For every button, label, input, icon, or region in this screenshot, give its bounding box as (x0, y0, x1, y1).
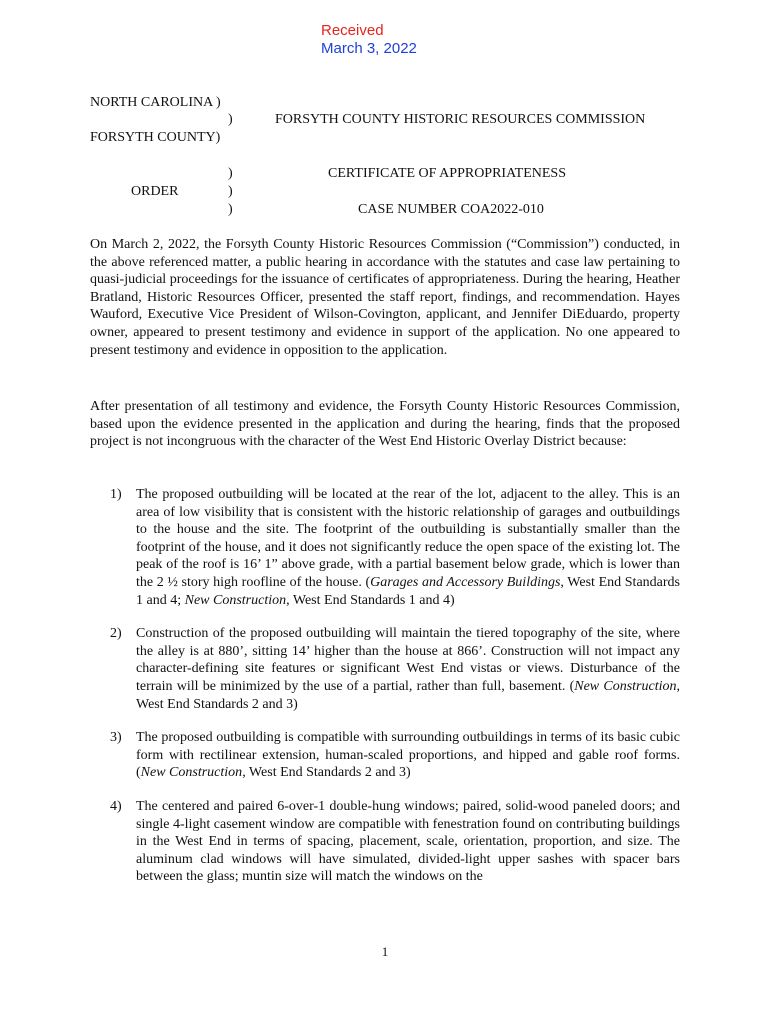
finding-number: 2) (110, 626, 122, 642)
received-date: March 3, 2022 (321, 40, 417, 57)
case-caption (90, 94, 690, 224)
findings-intro-paragraph: After presentation of all testimony and evidence, the Forsyth County Historic Resources Commission, based upon the evidence presented in the application and during the hearing, finds that the proposed project is not incongruous with the character of the West End Historic Overlay District because: (90, 399, 680, 450)
caption-order: ORDER (131, 184, 179, 199)
finding-number: 3) (110, 730, 122, 746)
caption-paren: ) (228, 112, 233, 127)
finding-text: The centered and paired 6-over-1 double-hung windows; paired, solid-wood paneled doors; and single 4-light casement window are compatible with fenestration found on contributing buildings in the West End in terms of spacing, placement, scale, orientation, proportion, and size. The aluminum clad windows will have simulated, divided-light upper sashes with spacer bars between the glass; muntin size will match the windows on the (136, 798, 680, 885)
finding-item (110, 729, 680, 782)
finding-item (110, 486, 680, 609)
caption-paren: ) (228, 184, 233, 199)
received-label: Received (321, 22, 384, 39)
finding-text: The proposed outbuilding is compatible with surrounding outbuildings in terms of its basic cubic form with rectilinear extension, human-scaled proportions, and hipped and gable roof forms. (New Construction, West End Standards 2 and 3) (136, 730, 680, 781)
finding-number: 4) (110, 798, 122, 814)
caption-county: FORSYTH COUNTY) (90, 130, 221, 145)
hearing-paragraph: On March 2, 2022, the Forsyth County Historic Resources Commission (“Commission”) conducted, in the above referenced matter, a public hearing in accordance with the statutes and case law pertaining to quasi-judicial proceedings for the issuance of certificates of appropriateness. During the hearing, Heather Bratland, Historic Resources Officer, presented the staff report, findings, and recommendation. Hayes Wauford, Executive Vice President of Wilson-Covington, applicant, and Jennifer DiEduardo, property owner, appeared to present testimony and evidence in support of the application. No one appeared to present testimony and evidence in opposition to the application. (90, 237, 680, 358)
finding-item (110, 798, 680, 886)
finding-text: The proposed outbuilding will be located at the rear of the lot, adjacent to the alley. This is an area of low visibility that is consistent with the historic relationship of garages and outbuildings to the house and the site. The footprint of the outbuilding is substantially smaller than the footprint of the house, and it does not significantly reduce the open space of the existing lot. The peak of the roof is 16’ 1” above grade, with a partial basement below grade, which is lower than the 2 ½ story high roofline of the house. (Garages and Accessory Buildings, West End Standards 1 and 4; New Construction, West End Standards 1 and 4) (136, 487, 680, 608)
standard-citation: Garages and Accessory Buildings (370, 574, 561, 590)
caption-state: NORTH CAROLINA ) (90, 95, 221, 110)
caption-certificate-title: CERTIFICATE OF APPROPRIATENESS (328, 166, 566, 181)
page-number: 1 (381, 944, 389, 959)
finding-number: 1) (110, 487, 122, 502)
caption-paren: ) (228, 202, 233, 217)
finding-item (110, 625, 680, 713)
findings-list (110, 486, 680, 902)
caption-paren: ) (228, 166, 233, 181)
received-stamp (321, 22, 417, 58)
caption-case-number: CASE NUMBER COA2022-010 (358, 202, 544, 217)
caption-commission: FORSYTH COUNTY HISTORIC RESOURCES COMMISSION (275, 112, 646, 127)
standard-citation: New Construction (184, 592, 287, 608)
standard-citation: New Construction (574, 678, 677, 694)
finding-text: Construction of the proposed outbuilding will maintain the tiered topography of the site, where the alley is at 880’, sitting 14’ higher than the house at 866’. Construction will not impact any character-defining site features or significant West End vistas or views. Disturbance of the terrain will be minimized by the use of a partial, rather than full, basement. (New Construction, West End Standards 2 and 3) (136, 626, 680, 712)
standard-citation: New Construction (140, 765, 243, 781)
